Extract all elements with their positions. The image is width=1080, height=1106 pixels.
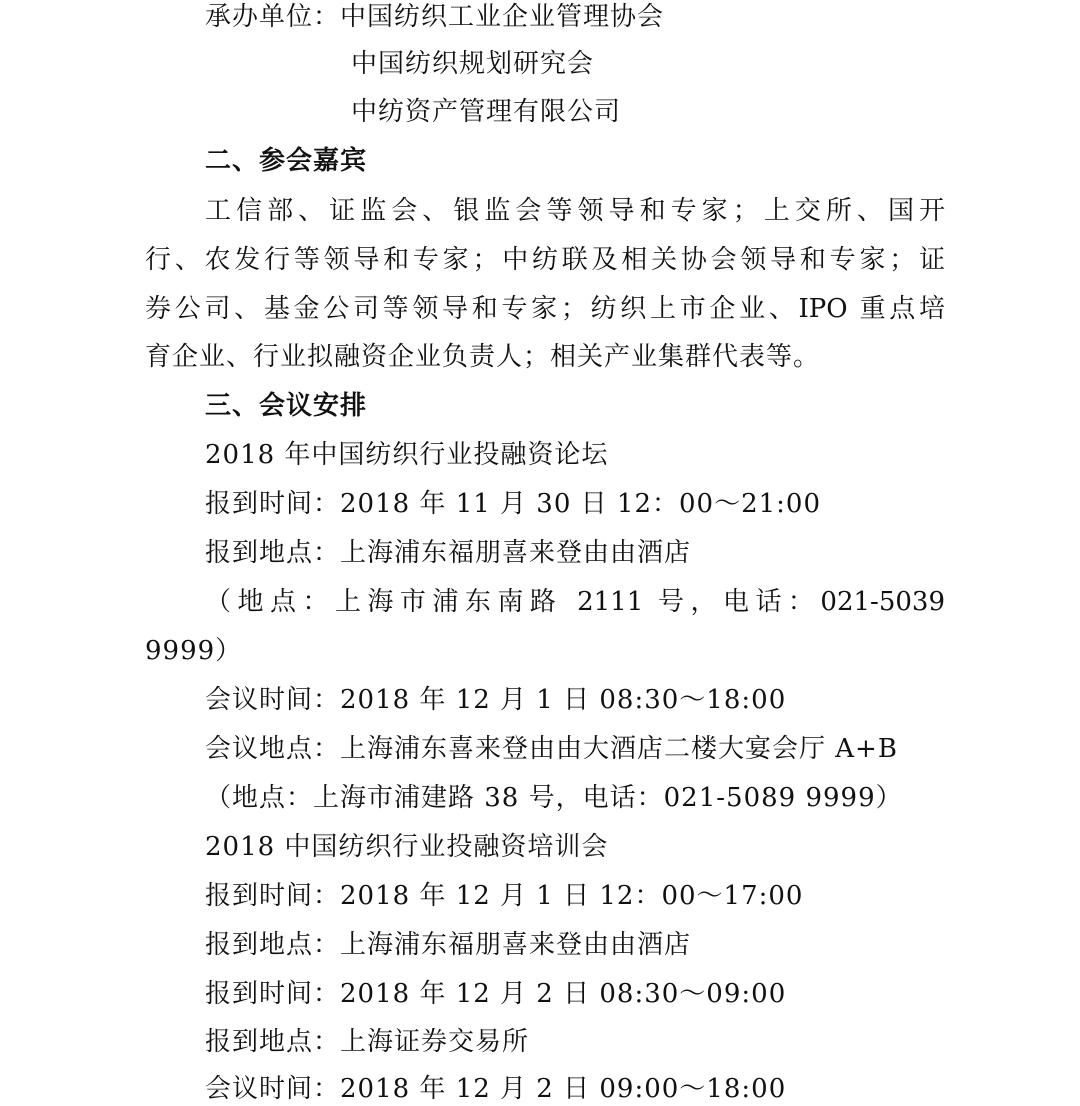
guests-paragraph-line: 行、农发行等领导和专家；中纺联及相关协会领导和专家；证 — [145, 245, 945, 275]
organizers-line-1 — [205, 0, 664, 34]
section-heading-schedule: 三、会议安排 — [205, 391, 368, 421]
organizer-name: 中纺资产管理有限公司 — [351, 97, 622, 127]
organizer-name: 中国纺织工业企业管理协会 — [340, 2, 665, 32]
schedule-line: 9999） — [145, 636, 243, 666]
guests-paragraph-line: 券公司、基金公司等领导和专家；纺织上市企业、IPO 重点培 — [145, 294, 945, 324]
schedule-line: 2018 中国纺织行业投融资培训会 — [205, 832, 609, 862]
organizer-name: 中国纺织规划研究会 — [351, 49, 595, 79]
guests-paragraph-line: 育企业、行业拟融资企业负责人；相关产业集群代表等。 — [145, 342, 821, 372]
schedule-line: 会议时间：2018 年 12 月 1 日 08:30～18:00 — [205, 685, 787, 715]
schedule-line: 报到时间：2018 年 12 月 2 日 08:30～09:00 — [205, 979, 787, 1009]
schedule-line: 会议地点：上海浦东喜来登由由大酒店二楼大宴会厅 A+B — [205, 734, 898, 764]
schedule-line: 报到地点：上海证券交易所 — [205, 1027, 530, 1057]
schedule-line: （地点：上海市浦东南路 2111 号，电话：021-5039 — [205, 587, 945, 617]
schedule-line: 报到地点：上海浦东福朋喜来登由由酒店 — [205, 538, 692, 568]
schedule-line: 报到时间：2018 年 12 月 1 日 12：00～17:00 — [205, 881, 804, 911]
schedule-line: 会议时间：2018 年 12 月 2 日 09:00～18:00 — [205, 1074, 787, 1104]
guests-paragraph-line: 工信部、证监会、银监会等领导和专家；上交所、国开 — [205, 196, 945, 226]
organizers-label: 承办单位： — [205, 2, 341, 32]
schedule-line: 报到地点：上海浦东福朋喜来登由由酒店 — [205, 930, 692, 960]
schedule-line: （地点：上海市浦建路 38 号，电话：021-5089 9999） — [205, 783, 903, 813]
schedule-line: 报到时间：2018 年 11 月 30 日 12：00～21:00 — [205, 489, 822, 519]
schedule-line: 2018 年中国纺织行业投融资论坛 — [205, 440, 609, 470]
section-heading-guests: 二、参会嘉宾 — [205, 146, 368, 176]
